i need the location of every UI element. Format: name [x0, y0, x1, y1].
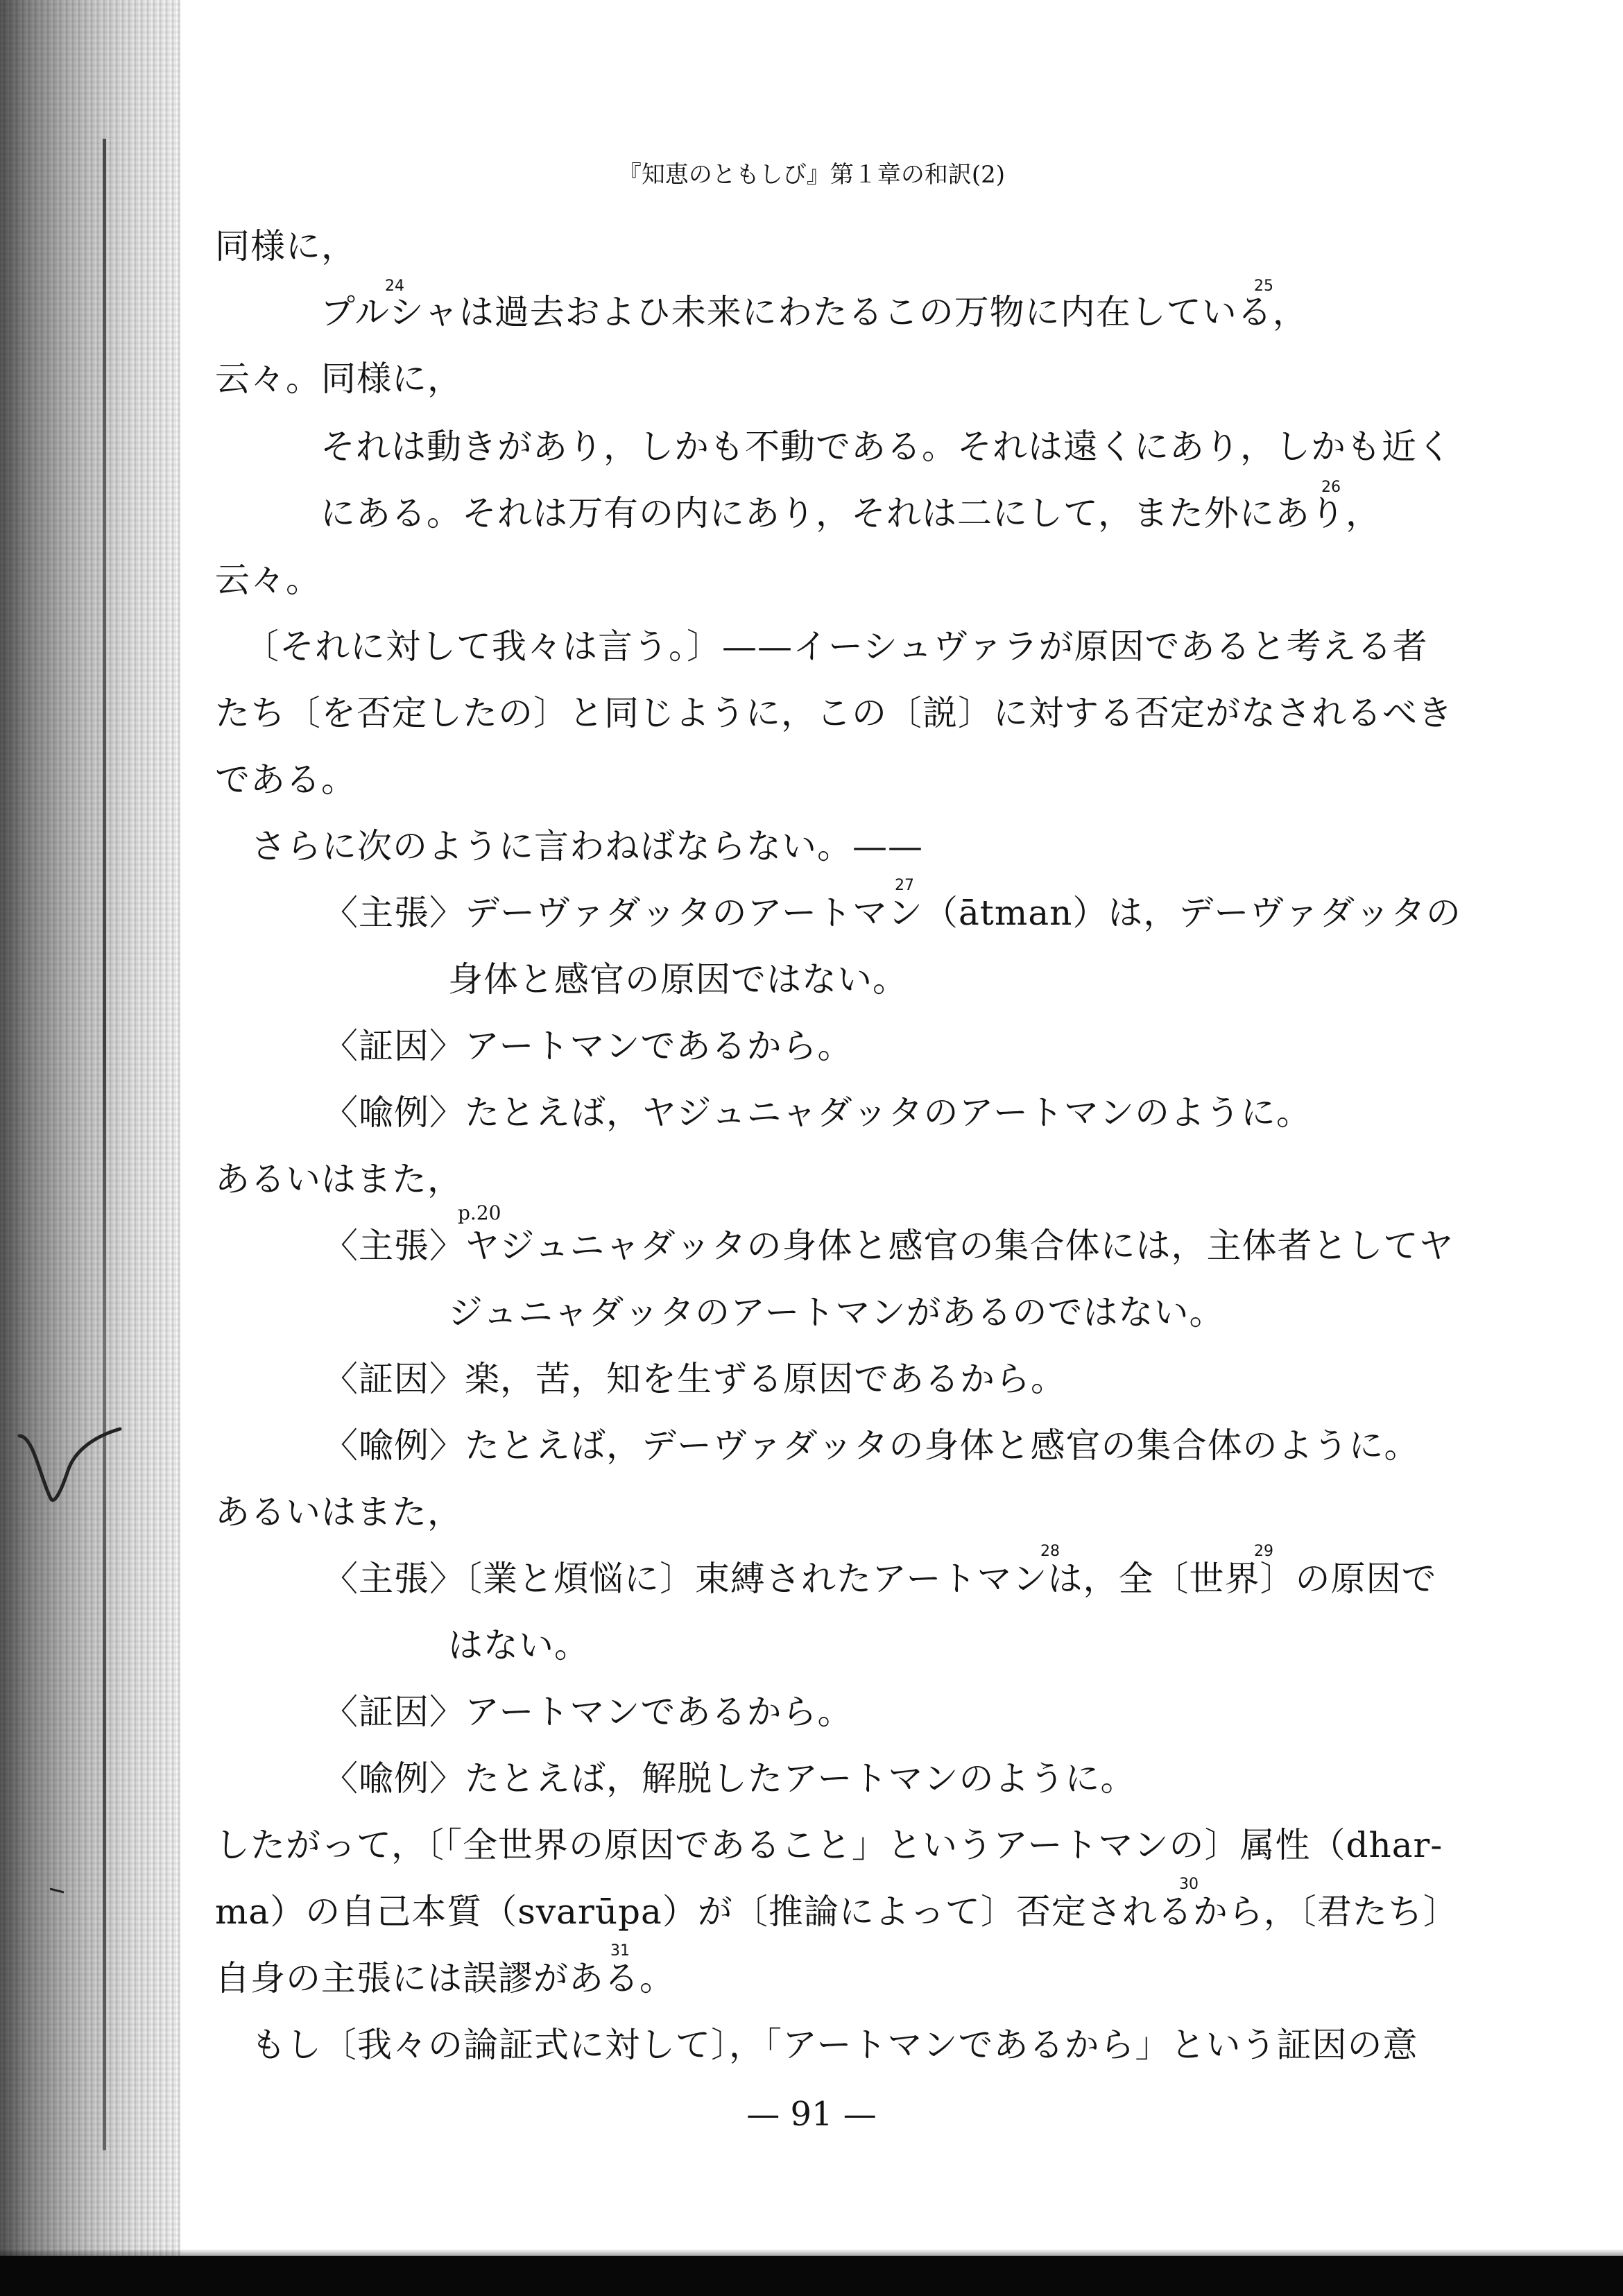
text-line: 〈主張〉〔業と煩悩に〕束縛されたアートマンは，全〔世界〕の原因で	[323, 1559, 1437, 1599]
stray-mark	[49, 1887, 65, 1894]
footnote-marker: 29	[1254, 1543, 1273, 1560]
text-line: にある。それは万有の内にあり，それは二にして，また外にあり，	[320, 493, 1381, 533]
footnote-marker: 31	[610, 1942, 630, 1960]
text-line: もし〔我々の論証式に対して〕，「アートマンであるから」という証因の意	[251, 2025, 1418, 2065]
scan-bottom-edge	[0, 2256, 1623, 2296]
text-line: あるいはまた，	[215, 1492, 463, 1532]
footnote-marker: 28	[1040, 1543, 1060, 1560]
text-line: 〈喩例〉たとえば，ヤジュニャダッタのアートマンのように。	[323, 1093, 1312, 1133]
text-line: 身体と感官の原因ではない。	[448, 959, 908, 1000]
text-line: 云々。同様に，	[215, 359, 463, 399]
text-line: である。	[215, 760, 357, 800]
text-line: ジュニャダッタのアートマンがあるのではない。	[448, 1292, 1225, 1333]
text-line: 〔それに対して我々は言う。〕——イーシュヴァラが原因であると考える者	[244, 626, 1428, 667]
text-line: したがって，〔「全世界の原因であること」というアートマンの〕属性（dhar-	[215, 1825, 1443, 1865]
text-line: 〈証因〉アートマンであるから。	[323, 1026, 853, 1066]
text-line: プルシャは過去およひ未来にわたるこの万物に内在している，	[320, 292, 1308, 332]
original-page-reference: p.20	[458, 1201, 501, 1224]
footnote-marker: 26	[1321, 479, 1341, 496]
text-line: あるいはまた，	[215, 1159, 463, 1199]
scan-shadow	[0, 2249, 1623, 2256]
text-line: 自身の主張には誤謬がある。	[215, 1958, 675, 1998]
footnote-marker: 30	[1179, 1876, 1199, 1893]
text-line: 〈証因〉楽，苦，知を生ずる原因であるから。	[323, 1359, 1066, 1399]
text-line: それは動きがあり，しかも不動である。それは遠くにあり，しかも近く	[320, 427, 1452, 467]
text-line: たち〔を否定したの〕と同じように，この〔説〕に対する否定がなされるべき	[215, 693, 1453, 733]
running-header: 『知恵のともしび』第１章の和訳(2)	[617, 161, 1006, 189]
text-line: はない。	[448, 1625, 590, 1665]
text-line: ma）の自己本質（svarūpa）が〔推論によって〕否定されるから，〔君たち〕	[215, 1892, 1459, 1932]
text-line: 云々。	[215, 560, 321, 600]
footnote-marker: 24	[385, 277, 404, 295]
page-number: — 91 —	[746, 2095, 877, 2134]
text-line: 〈主張〉ヤジュニャダッタの身体と感官の集合体には，主体者としてヤ	[323, 1226, 1454, 1266]
text-line: 〈喩例〉たとえば，デーヴァダッタの身体と感官の集合体のように。	[323, 1425, 1420, 1466]
text-line: 同様に，	[215, 226, 357, 266]
binding-crease	[103, 139, 106, 2150]
text-line: 〈証因〉アートマンであるから。	[323, 1692, 853, 1732]
text-line: 〈喩例〉たとえば，解脱したアートマンのように。	[323, 1758, 1136, 1799]
handwritten-mark	[12, 1408, 123, 1519]
footnote-marker: 25	[1254, 277, 1273, 295]
text-line: さらに次のように言わねばならない。——	[251, 826, 923, 866]
text-line: 〈主張〉デーヴァダッタのアートマン（ātman）は，デーヴァダッタの	[323, 893, 1461, 933]
binding-shadow	[0, 0, 180, 2296]
footnote-marker: 27	[895, 877, 914, 894]
